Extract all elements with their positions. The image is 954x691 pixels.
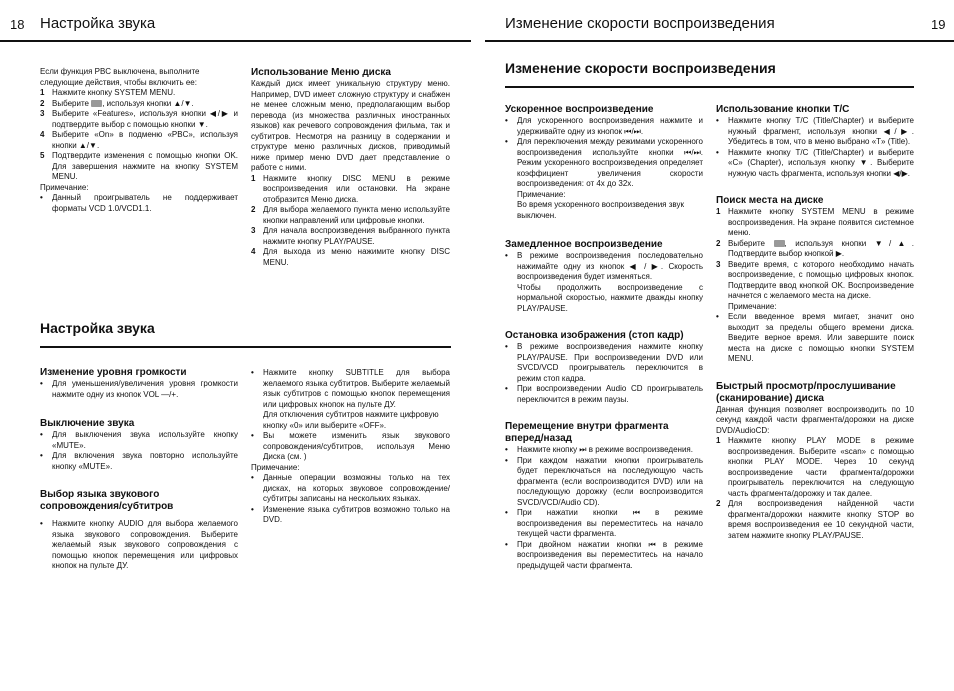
language-heading: Выбор языка звукового сопровождения/субтитров	[40, 489, 174, 512]
list-item: • Данные операции возможны только на тех дисках, на которых звуковое сопровождение/субтитры записаны на нескольких языках.	[251, 473, 450, 503]
fast-play-heading: Ускоренное воспроизведение	[505, 104, 654, 115]
pbc-note: • Данный проигрыватель не поддерживает форматы VCD 1.0/VCD1.1.	[40, 193, 238, 213]
sound-settings-title-bar	[40, 320, 451, 348]
disc-menu-intro: Каждый диск имеет уникальную структуру меню. Например, DVD имеет сложную структуру и снабжен не менее сложным меню, предполагающим выбор перевода (из множества различных иностранных языков) как речевого сопровождения фильма, так и субтитров. Несмотря на разницу в содержании и структуре меню различных дисков, приводимый ниже пример меню DVD дает представление о работе с ними.	[251, 79, 450, 172]
list-item: • Нажмите кнопку ⏭ в режиме воспроизведения.	[505, 445, 693, 454]
list-item: • Для выключения звука используйте кнопку «MUTE».	[40, 430, 238, 450]
list-item: • Если введенное время мигает, значит оно выходит за пределы общего времени диска. Введите верное время. Или завершите поиск места на диске с помощью кнопки SYSTEM MENU.	[716, 312, 914, 363]
search-step: 2 Выберите , используя кнопки ▼/▲. Подтвердите выбор кнопкой ▶.	[716, 238, 914, 258]
left-page-number: 18	[10, 17, 25, 32]
slow-play-heading: Замедленное воспроизведение	[505, 239, 663, 250]
still-frame-heading: Остановка изображения (стоп кадр)	[505, 330, 684, 341]
disc-menu-step: 4 Для выхода из меню нажимите кнопку DISC MENU.	[251, 247, 450, 267]
move-heading: Перемещение внутри фрагмента вперед/назад	[505, 421, 669, 444]
fast-note-title: Примечание:	[517, 189, 566, 199]
search-step: 1 Нажмите кнопку SYSTEM MENU в режиме воспроизведения. На экране появится системное меню.	[716, 207, 914, 237]
pbc-step: 2 Выберите , используя кнопки ▲/▼.	[40, 98, 194, 108]
list-item: • При нажатии кнопки ⏮ в режиме воспроизведения вы переместитесь на начало текущей части фрагмента.	[505, 508, 703, 538]
list-item: • Изменение языка субтитров возможно только на DVD.	[251, 504, 450, 524]
scan-heading: Быстрый просмотр/прослушивание (сканирование) диска	[716, 380, 896, 404]
list-item: • Для уменьшения/увеличения уровня громкости нажмите одну из кнопок VOL —/+.	[40, 379, 238, 399]
subtitle-off-text: Для отключения субтитров нажмите цифровую кнопку «0» или выберите «OFF».	[263, 410, 439, 430]
list-item: • Нажмите кнопку T/C (Title/Chapter) и выберите «C» (Chapter), используя кнопку ▼. Выберите нужную часть фрагмента, используя кнопки ◀/▶.	[716, 147, 914, 178]
list-item: • Нажмите кнопку SUBTITLE для выбора желаемого языка субтитров. Выберите желаемый язык субтитров с помощью кнопок перемещения или цифровых кнопок на пульте ДУ.	[251, 368, 450, 409]
sound-settings-title: Настройка звука	[40, 320, 155, 336]
subtitle-note-title: Примечание:	[251, 462, 300, 472]
list-item: • При каждом нажатии кнопки проигрыватель будет переключаться на последующую часть фрагмента (если воспроизводится DVD) или на последующую дорожку (если воспроизводится SVCD/VCD/Audio CD).	[505, 455, 703, 507]
slow-play-continue: Чтобы продолжить воспроизведение с нормальной скоростью, нажмите дважды кнопку PLAY/PAUSE.	[517, 282, 703, 313]
pbc-intro: Если функция PBC выключена, выполните следующие действия, чтобы включить ее:	[40, 67, 200, 87]
sound-section	[40, 367, 238, 572]
subtitle-section	[251, 368, 450, 526]
fast-note: Во время ускоренного воспроизведения звук выключен.	[517, 200, 684, 220]
list-item: • В режиме воспроизведения нажмите кнопку PLAY/PAUSE. При воспроизведении DVD или SVCD/VCD проигрыватель переключится в режим стоп кадра.	[505, 342, 703, 383]
search-note-title: Примечание:	[728, 301, 777, 311]
right-page-header	[485, 12, 954, 42]
volume-heading: Изменение уровня громкости	[40, 367, 187, 378]
speed-title: Изменение скорости воспроизведения	[505, 60, 776, 76]
scan-step: 1 Нажмите кнопку PLAY MODE в режиме воспроизведения. Выберите «scan» с помощью кнопки PLAY MODE. Через 10 секунд воспроизведение части фрагмента/дорожки проигрыватель переключится на следующую часть фрагмента/дорожку и так далее.	[716, 436, 914, 498]
list-item: • При двойном нажатии кнопки ⏮ в режиме воспроизведения вы переместитесь на начало предыдущей части фрагмента.	[505, 539, 703, 570]
list-item: • Нажмите кнопку AUDIO для выбора желаемого языка звукового сопровождения. Выберите желаемый язык звукового сопровождения с помощью кнопок перемещения или цифровых кнопок на пульте ДУ.	[40, 519, 238, 570]
pbc-section	[40, 67, 238, 214]
pbc-note-title: Примечание:	[40, 182, 89, 192]
disc-menu-section	[251, 67, 450, 268]
left-page-title: Настройка звука	[40, 15, 156, 32]
right-page-title: Изменение скорости воспроизведения	[505, 15, 775, 32]
tc-heading: Использование кнопки T/C	[716, 104, 850, 115]
list-item: • Для включения звука повторно используйте кнопку «MUTE».	[40, 451, 238, 471]
list-item: • Нажмите кнопку T/C (Title/Chapter) и выберите нужный фрагмент, используя кнопки ◀/▶. Убедитесь в том, что в меню выбрано «T» (Title).	[716, 116, 914, 146]
search-step: 3 Введите время, с которого необходимо начать воспроизведение, с помощью цифровых кнопок. Подтвердите ввод кнопкой OK. Воспроизведение начнется с желаемого места на диске.	[716, 259, 914, 300]
pbc-step: 4 Выберите «On» в подменю «PBC», используя кнопки ▲/▼.	[40, 130, 238, 150]
list-item: • Для переключения между режимами ускоренного воспроизведения используйте кнопки ⏮/⏭. Режим ускоренного воспроизведения определяет коэффициент увеличения скорости воспроизведения: от 4x до 32x.	[505, 137, 703, 188]
search-heading: Поиск места на диске	[716, 195, 824, 206]
disc-menu-step: 2 Для выбора желаемого пункта меню используйте кнопки направлений или цифровые кнопки.	[251, 205, 450, 225]
playback-speed-section	[505, 104, 703, 571]
list-item: • В режиме воспроизведения последовательно нажимайте одну из кнопок ◀ / ▶. Скорость воспроизведения будет изменяться.	[505, 251, 703, 281]
mute-heading: Выключение звука	[40, 418, 135, 429]
disc-menu-step: 1 Нажмите кнопку DISC MENU в режиме воспроизведения или остановки. На экране отобразится Меню диска.	[251, 173, 450, 204]
list-item: • Вы можете изменить язык звукового сопровождения/субтитров, используя Меню Диска (см. )	[251, 431, 450, 461]
scan-intro: Данная функция позволяет воспроизводить по 10 секунд каждой части фрагмента/дорожки на диске DVD/AudioCD:	[716, 404, 914, 435]
disc-menu-heading: Использование Меню диска	[251, 67, 391, 78]
clock-menu-icon	[774, 240, 785, 247]
disc-menu-step: 3 Для начала воспроизведения выбранного пункта нажмите кнопку PLAY/PAUSE.	[251, 226, 450, 246]
right-page-number: 19	[931, 17, 946, 32]
pbc-step: 1 Нажмите кнопку SYSTEM MENU.	[40, 88, 176, 97]
pbc-step: 3 Выберите «Features», используя кнопки ◀/▶ и подтвердите выбор с помощью кнопки ▼.	[40, 109, 238, 129]
tc-search-section	[716, 104, 914, 541]
settings-menu-icon	[91, 100, 102, 107]
left-page-header	[0, 12, 471, 42]
scan-step: 2 Для воспроизведения найденной части фрагмента/дорожки нажмите кнопку STOP во время воспроизведения ее 10 секундной части, затем нажмите кнопку PLAY/PAUSE.	[716, 499, 914, 540]
pbc-step: 5 Подтвердите изменения с помощью кнопки OK. Для завершения нажмите на кнопку SYSTEM MENU.	[40, 151, 238, 181]
speed-title-bar	[505, 60, 914, 88]
list-item: • Для ускоренного воспроизведения нажмите и удерживайте одну из кнопок ⏮/⏭.	[505, 116, 703, 136]
list-item: • При воспроизведении Audio CD проигрыватель переключится в режим паузы.	[505, 384, 703, 404]
